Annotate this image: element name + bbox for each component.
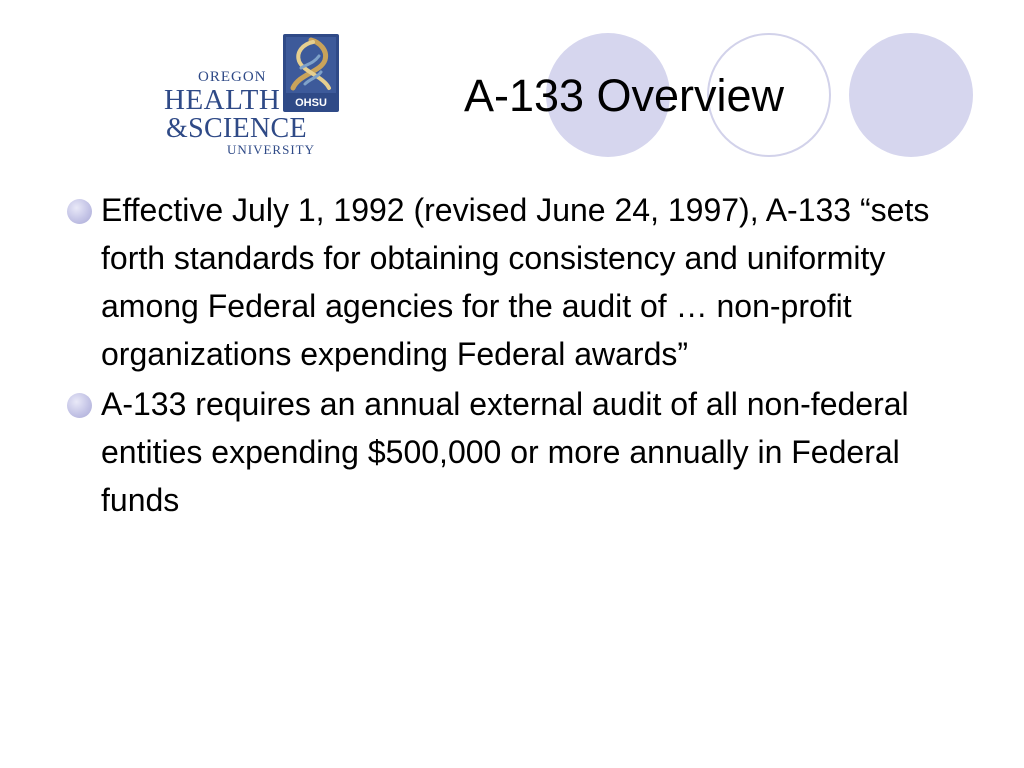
bullet-item <box>66 380 976 524</box>
bullet-item <box>66 186 976 378</box>
bullet-icon <box>67 393 92 418</box>
logo-text-university: UNIVERSITY <box>227 142 315 157</box>
bullet-list <box>66 186 976 526</box>
bullet-text: Effective July 1, 1992 (revised June 24, 1997), A-133 “sets forth standards for obtaining consistency and uniformity among Federal agencies for the audit of … non-profit organizations expending Federal awards” <box>101 192 930 372</box>
slide-title: A-133 Overview <box>463 70 785 121</box>
logo-text-science: &SCIENCE <box>166 113 307 144</box>
bullet-icon <box>67 199 92 224</box>
emblem-label: OHSU <box>295 97 327 109</box>
ohsu-logo <box>160 34 345 160</box>
logo-text-oregon: OREGON <box>198 69 267 85</box>
bullet-text: A-133 requires an annual external audit of all non-federal entities expending $500,000 or more annually in Federal funds <box>101 386 909 518</box>
ohsu-emblem-icon <box>283 34 339 112</box>
logo-text-health: HEALTH <box>164 84 281 116</box>
